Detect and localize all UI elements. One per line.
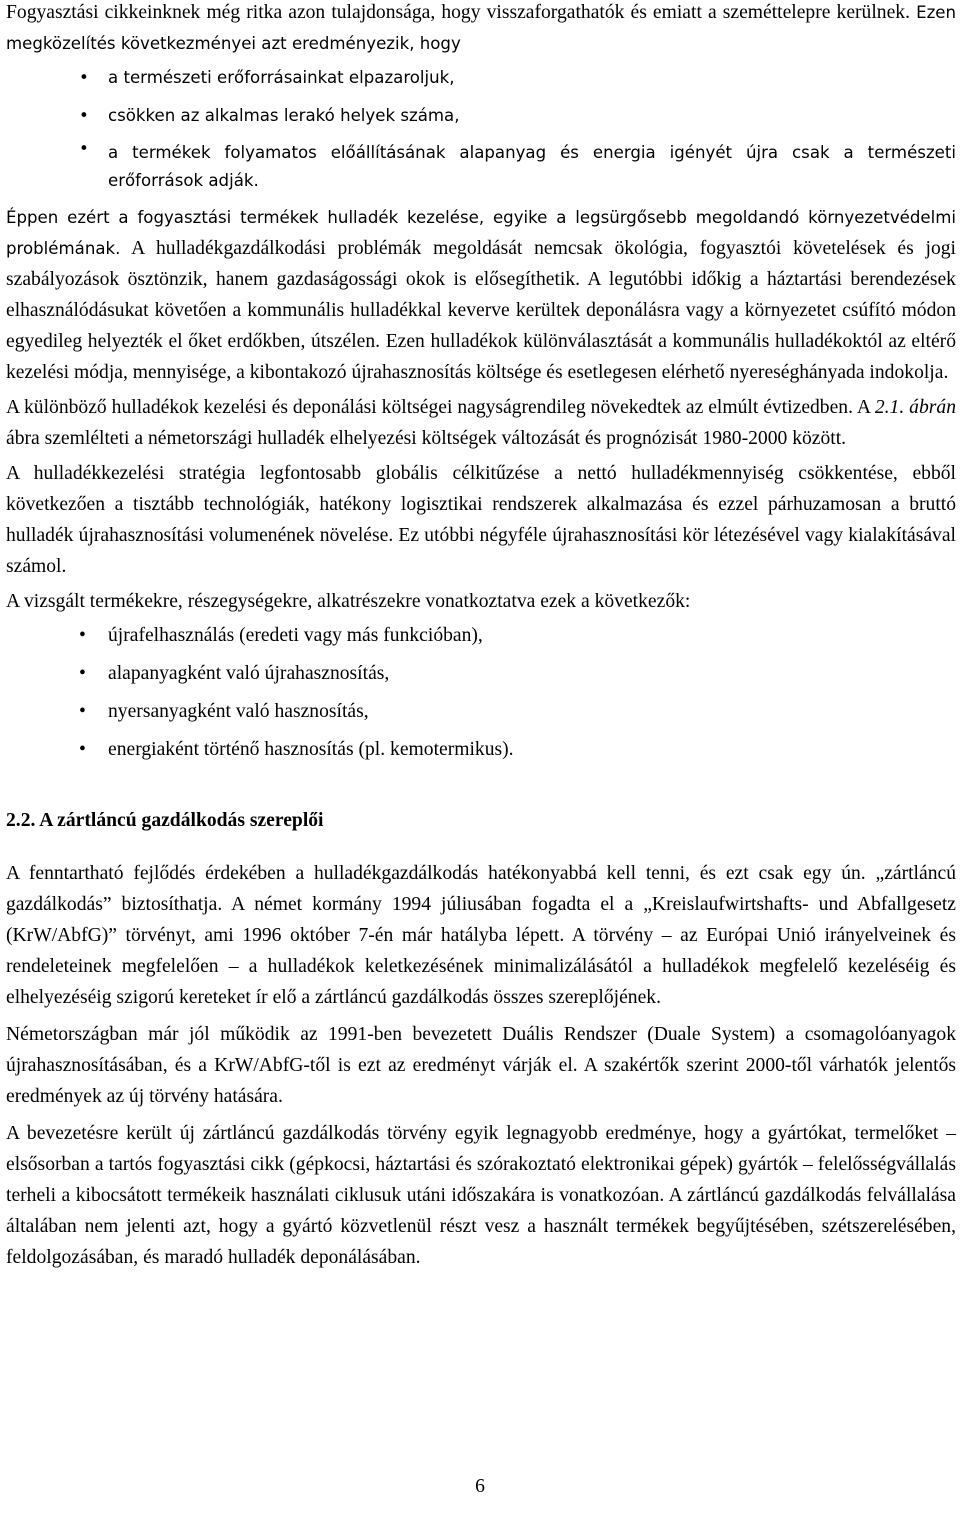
waste-text-serif: A hulladékgazdálkodási problémák megoldását nemcsak ökológia, fogyasztói követelések és jogi szabályozások ösztönzik, hanem gazdaságossági okok is elősegíthetik. <box>6 238 956 290</box>
bullet-icon: • <box>79 663 86 684</box>
bullet-icon: • <box>79 106 89 125</box>
figure-reference: 2.1. ábrán <box>874 397 956 418</box>
law-results-paragraph: A bevezetésre került új zártláncú gazdálkodás törvény egyik legnagyobb eredménye, hogy a gyártókat, termelőket – elsősorban a tartós fogyasztási cikk (gépkocsi, háztartási és szórakoztató elektronikai gépek) gyártók – felelősségvállalás terheli a kibocsátott termékeik használati ciklusuk utáni időszakára is vonatkozóan. A zártláncú gazdálkodás felvállalása általában nem jelenti azt, hogy a gyártó közvetlenül részt vesz a használt termékek begyűjtésében, szétszerelésében, feldolgozásában, és maradó hulladék deponálásában. <box>6 1123 956 1268</box>
recycling-intro-paragraph: A vizsgált termékekre, részegységekre, alkatrészekre vonatkoztatva ezek a következők: <box>6 591 691 612</box>
bullet-icon: • <box>79 739 86 760</box>
intro-paragraph <box>6 0 956 59</box>
waste-text-sans: Éppen ezért a fogyasztási termékek hulladék kezelése, egyike a legsürgősebb megoldandó környezetvédelmi problémának. <box>6 208 956 258</box>
closed-loop-paragraph: A fenntartható fejlődés érdekében a hulladékgazdálkodás hatékonyabbá kell tenni, és ezt csak egy ún. „zártláncú gazdálkodás” biztosíthatja. A német kormány 1994 júliusában fogadta el a „Kreislaufwirtshafts- und Abfallgesetz (KrW/AbfG)” törvényt, ami 1996 október 7-én már hatályba lépett. A törvény – az Európai Unió irányelveinek és rendeleteinek megfelelően – a hulladékok keletkezésének minimalizálásától a hulladékok megfelelő kezeléséig és elhelyezéséig szigorú kereteket ír elő a zártláncú gazdálkodás összes szereplőjének. <box>6 863 956 1008</box>
dual-system-paragraph: Németországban már jól működik az 1991-ben bevezetett Duális Rendszer (Duale System) a csomagolóanyagok újrahasznosításában, és a KrW/AbfG-től is ezt az eredményt várják el. A szakértők szerint 2000-től várhatók jelentős eredmények az új törvény hatására. <box>6 1024 956 1107</box>
recycling-list <box>6 617 956 769</box>
consequences-list <box>6 59 956 195</box>
intro-text-1: Fogyasztási cikkeinknek még ritka azon tulajdonsága, hogy visszaforgathatók és emiatt a szeméttelepre kerülnek. <box>6 2 910 23</box>
intro-text-2: Ezen megközelítés következményei azt eredményezik, hogy <box>6 3 956 53</box>
strategy-paragraph: A hulladékkezelési stratégia legfontosabb globális célkitűzése a nettó hulladékmennyiség csökkentése, ebből következően a tisztább technológiák, hatékony logisztikai rendszerek alkalmazása és ezzel párhuzamosan a bruttó hulladék újrahasznosítási volumenének növelése. Ez utóbbi négyféle újrahasznosítási kör létezésével vagy kialakításával számol. <box>6 463 956 577</box>
page-number: 6 <box>475 1476 485 1497</box>
waste-paragraph: Éppen ezért a fogyasztási termékek hulladék kezelése, egyike a legsürgősebb megoldandó környezetvédelmi problémának. A hulladékgazdálkodási problémák megoldását nemcsak ökológia, fogyasztói követelések és jogi szabályozások ösztönzik, hanem gazdaságossági okok is elősegíthetik. A legutóbbi időkig a háztartási berendezések elhasználódásukat követően a kommunális hulladékkal keverve kerültek deponálásra vagy a környezetet csúfító módon egyedileg helyezték el őket erdőkben, útszélen. Ezen hulladékok különválasztását a kommunális hulladékoktól az eltérő kezelési módja, mennyisége, a kibontakozó újrahasznosítás költsége és esetlegesen elérhető nyereséghányada indokolja. <box>6 208 956 383</box>
bullet-icon: • <box>79 701 86 722</box>
section-heading: 2.2. A zártláncú gazdálkodás szereplői <box>6 810 324 831</box>
list-item: • újrafelhasználás (eredeti vagy más funkcióban), <box>6 617 956 655</box>
bullet-icon: • <box>79 625 86 646</box>
cost-paragraph: A különböző hulladékok kezelési és deponálási költségei nagyságrendileg növekedtek az elmúlt évtizedben. A 2.1. ábrán ábra szemlélteti a németországi hulladék elhelyezési költségek változását és prognózisát 1980-2000 között. <box>6 397 956 449</box>
list-item: • nyersanyagként való hasznosítás, <box>6 693 956 731</box>
list-item: • csökken az alkalmas lerakó helyek száma, <box>6 97 956 135</box>
bullet-icon: • <box>79 68 89 87</box>
list-item: • a termékek folyamatos előállításának alapanyag és energia igényét újra csak a természeti erőforrások adják. <box>6 135 956 195</box>
list-item: • energiaként történő hasznosítás (pl. kemotermikus). <box>6 731 956 769</box>
list-item: • a természeti erőforrásainkat elpazaroljuk, <box>6 59 956 97</box>
document-page <box>6 0 956 1273</box>
list-item: • alapanyagként való újrahasznosítás, <box>6 655 956 693</box>
bullet-icon: • <box>79 139 89 158</box>
